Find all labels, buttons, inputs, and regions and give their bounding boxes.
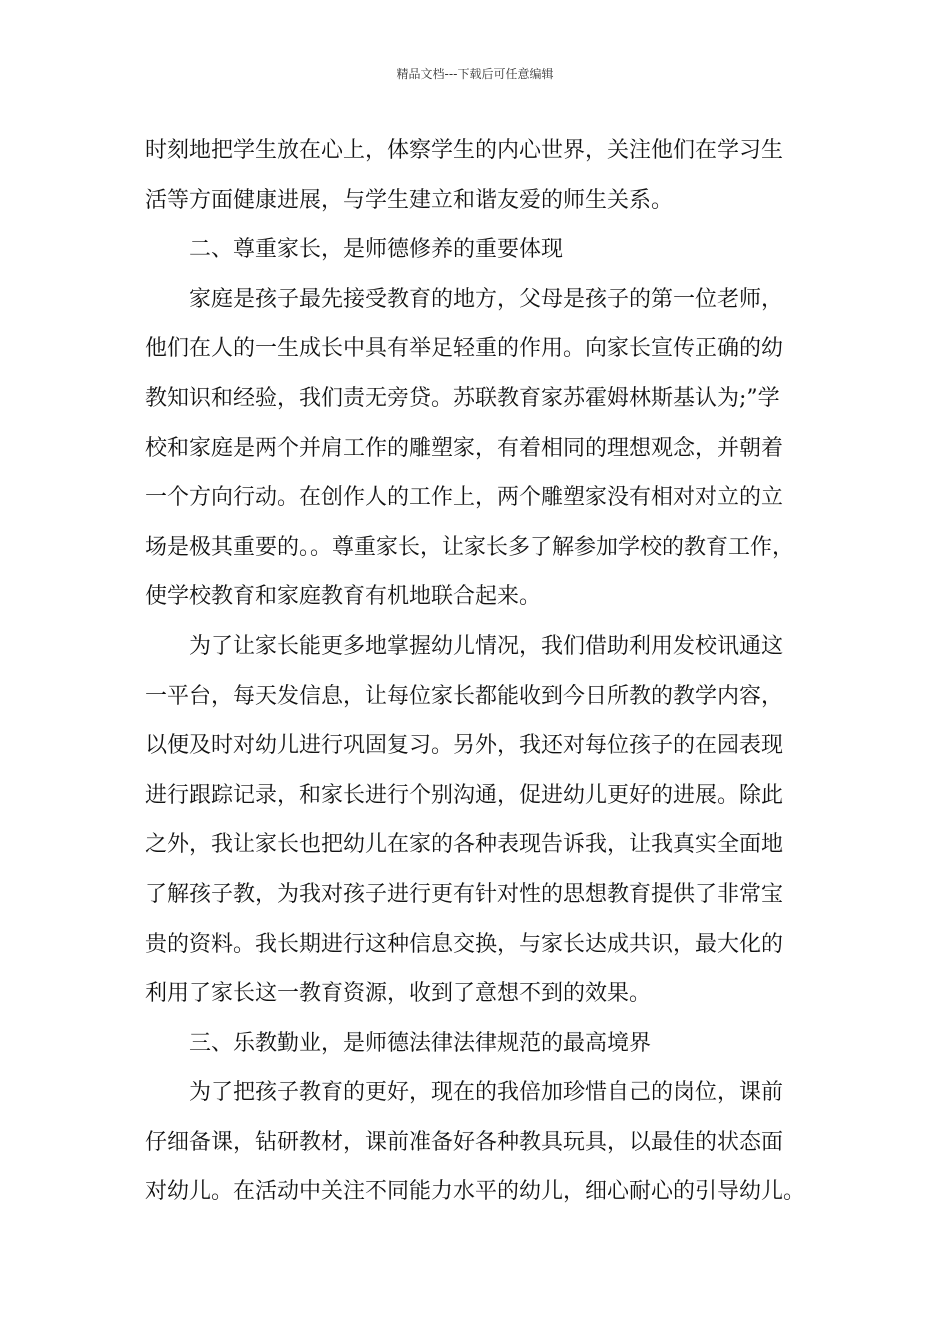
text-line: 了解孩子教，为我对孩子进行更有针对性的思想教育提供了非常宝 <box>145 881 784 907</box>
section-heading: 二、尊重家长，是师德修养的重要体现 <box>189 237 564 263</box>
page-header: 精品文档---下载后可任意编辑 <box>396 67 554 81</box>
text-line: 家庭是孩子最先接受教育的地方，父母是孩子的第一位老师， <box>189 286 784 312</box>
text-line: 之外，我让家长也把幼儿在家的各种表现告诉我，让我真实全面地 <box>145 832 784 858</box>
text-line: 仔细备课，钻研教材，课前准备好各种教具玩具，以最佳的状态面 <box>145 1129 784 1155</box>
text-line: 时刻地把学生放在心上，体察学生的内心世界，关注他们在学习生 <box>145 138 784 163</box>
text-line: 对幼儿。在活动中关注不同能力水平的幼儿，细心耐心的引导幼儿。 <box>145 1179 806 1205</box>
text-line: 以便及时对幼儿进行巩固复习。另外，我还对每位孩子的在园表现 <box>145 733 784 759</box>
text-line: 为了把孩子教育的更好，现在的我倍加珍惜自己的岗位，课前 <box>189 1080 784 1106</box>
text-line: 贵的资料。我长期进行这种信息交换，与家长达成共识，最大化的 <box>145 931 784 957</box>
text-line: 进行跟踪记录，和家长进行个别沟通，促进幼儿更好的进展。除此 <box>145 782 784 808</box>
text-line: 校和家庭是两个并肩工作的雕塑家，有着相同的理想观念，并朝着 <box>145 435 784 461</box>
text-line: 利用了家长这一教育资源，收到了意想不到的效果。 <box>145 981 652 1007</box>
text-line: 场是极其重要的。。尊重家长，让家长多了解参加学校的教育工作， <box>145 534 795 560</box>
document-body <box>145 131 825 1222</box>
text-line: 为了让家长能更多地掌握幼儿情况，我们借助利用发校讯通这 <box>189 633 784 659</box>
text-line: 使学校教育和家庭教育有机地联合起来。 <box>145 584 542 610</box>
text-line: 一平台，每天发信息，让每位家长都能收到今日所教的教学内容， <box>145 683 784 709</box>
text-line: 教知识和经验，我们责无旁贷。苏联教育家苏霍姆林斯基认为;”学 <box>145 385 780 411</box>
text-line: 活等方面健康进展，与学生建立和谐友爱的师生关系。 <box>145 187 674 213</box>
text-line: 他们在人的一生成长中具有举足轻重的作用。向家长宣传正确的幼 <box>145 336 784 362</box>
section-heading: 三、乐教勤业，是师德法律法律规范的最高境界 <box>189 1030 652 1056</box>
text-line: 一个方向行动。在创作人的工作上，两个雕塑家没有相对对立的立 <box>145 485 784 511</box>
